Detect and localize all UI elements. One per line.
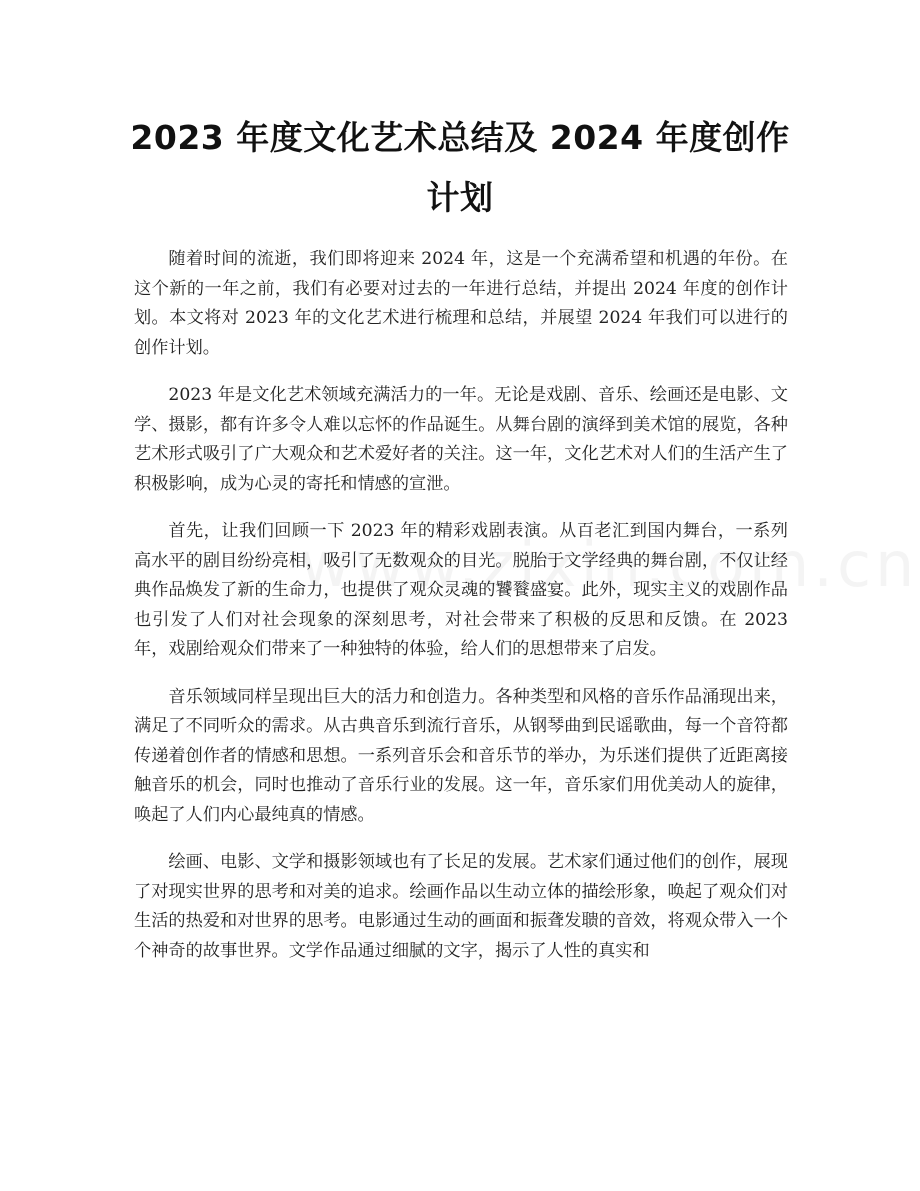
document-title: 2023 年度文化艺术总结及 2024 年度创作计划 [130, 118, 790, 217]
paragraph-3: 首先，让我们回顾一下 2023 年的精彩戏剧表演。从百老汇到国内舞台，一系列高水平的剧目纷纷亮相，吸引了无数观众的目光。脱胎于文学经典的舞台剧，不仅让经典作品焕发了新的生命力，也提供了观众灵魂的饕餮盛宴。此外，现实主义的戏剧作品也引发了人们对社会现象的深刻思考，对社会带来了积极的反思和反馈。在 2023 年，戏剧给观众们带来了一种独特的体验，给人们的思想带来了启发。 [134, 520, 788, 660]
paragraph-2: 2023 年是文化艺术领域充满活力的一年。无论是戏剧、音乐、绘画还是电影、文学、摄影，都有许多令人难以忘怀的作品诞生。从舞台剧的演绎到美术馆的展览，各种艺术形式吸引了广大观众和艺术爱好者的关注。这一年，文化艺术对人们的生活产生了积极影响，成为心灵的寄托和情感的宣泄。 [134, 384, 788, 494]
paragraph-5: 绘画、电影、文学和摄影领域也有了长足的发展。艺术家们通过他们的创作，展现了对现实世界的思考和对美的追求。绘画作品以生动立体的描绘形象，唤起了观众们对生活的热爱和对世界的思考。电影通过生动的画面和振聋发聩的音效，将观众带入一个个神奇的故事世界。文学作品通过细腻的文字，揭示了人性的真实和 [134, 852, 788, 961]
document-body [134, 245, 788, 984]
paragraph-1: 随着时间的流逝，我们即将迎来 2024 年，这是一个充满希望和机遇的年份。在这个新的一年之前，我们有必要对过去的一年进行总结，并提出 2024 年度的创作计划。本文将对 2023 年的文化艺术进行梳理和总结，并展望 2024 年我们可以进行的创作计划。 [134, 249, 788, 358]
paragraph-4: 音乐领域同样呈现出巨大的活力和创造力。各种类型和风格的音乐作品涌现出来，满足了不同听众的需求。从古典音乐到流行音乐，从钢琴曲到民谣歌曲，每一个音符都传递着创作者的情感和思想。一系列音乐会和音乐节的举办，为乐迷们提供了近距离接触音乐的机会，同时也推动了音乐行业的发展。这一年，音乐家们用优美动人的旋律，唤起了人们内心最纯真的情感。 [134, 686, 788, 825]
